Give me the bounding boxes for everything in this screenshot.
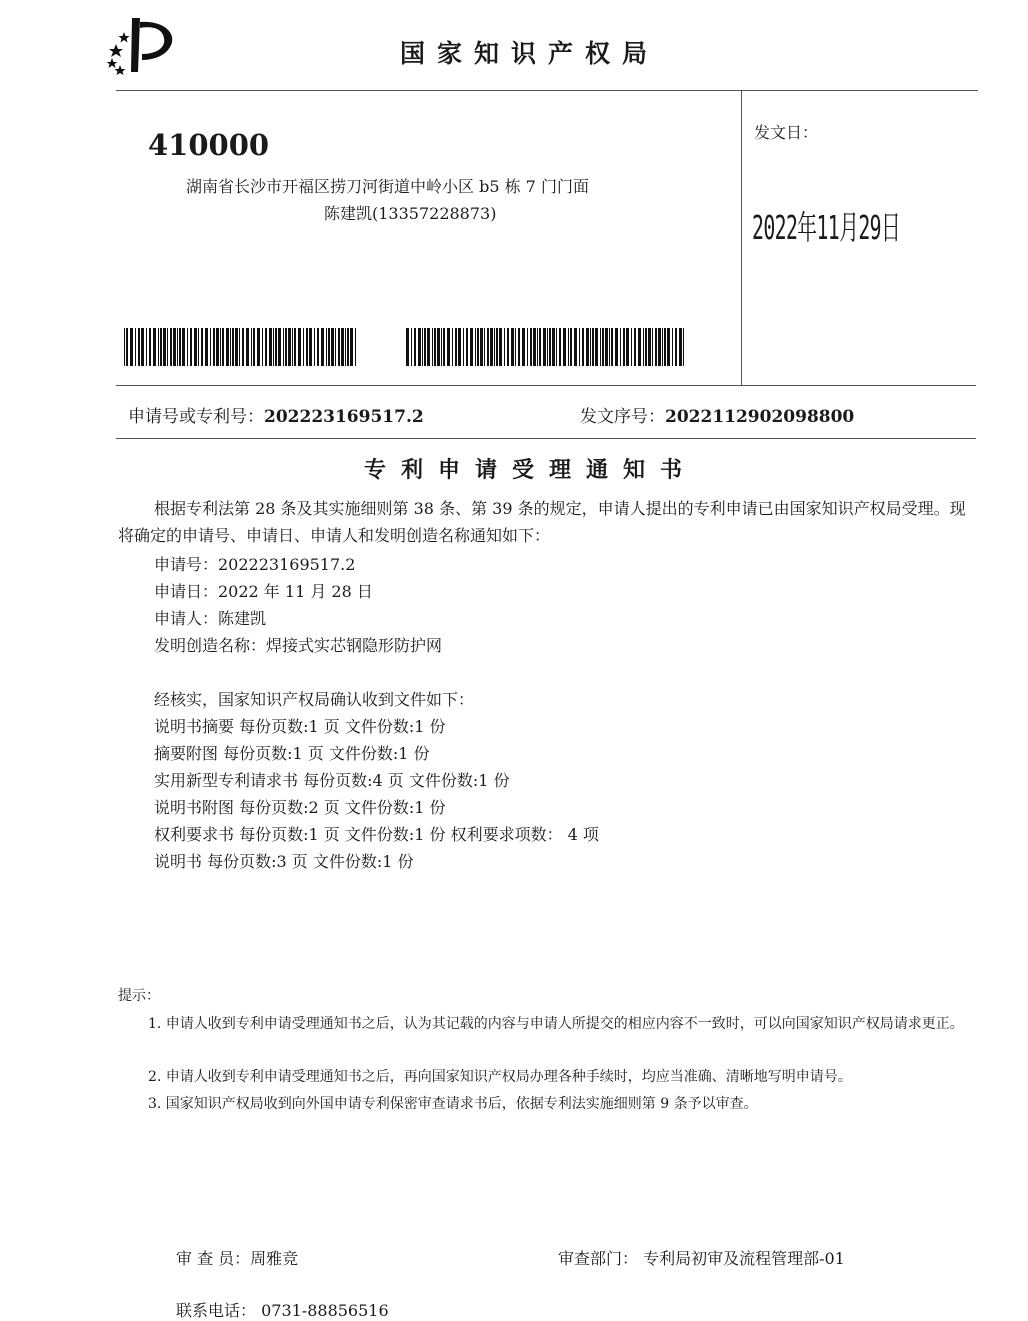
department: 审查部门： 专利局初审及流程管理部-01 xyxy=(558,1249,845,1268)
issue-date-label: 发文日： xyxy=(754,123,819,142)
numbers-divider xyxy=(116,438,976,439)
header-divider xyxy=(116,90,978,91)
application-number-value: 202223169517.2 xyxy=(264,407,424,427)
detail-filing-date: 申请日：2022 年 11 月 28 日 xyxy=(154,582,373,601)
file-item: 说明书 每份页数:3 页 文件份数:1 份 xyxy=(154,852,414,871)
postcode: 410000 xyxy=(148,128,270,162)
confirm-statement: 经核实，国家知识产权局确认收到文件如下： xyxy=(154,690,475,709)
serial-number xyxy=(580,402,854,427)
file-item: 说明书附图 每份页数:2 页 文件份数:1 份 xyxy=(154,798,446,817)
application-number xyxy=(128,402,424,427)
recipient-contact: 陈建凯(13357228873) xyxy=(324,204,497,223)
notice-intro: 根据专利法第 28 条及其实施细则第 38 条、第 39 条的规定，申请人提出的专利申请已由国家知识产权局受理。现将确定的申请号、申请日、申请人和发明创造名称通知如下： xyxy=(118,499,966,545)
detail-invention-title: 发明创造名称：焊接式实芯钢隐形防护网 xyxy=(154,636,443,655)
address-block-divider xyxy=(116,385,976,386)
detail-application-number: 申请号：202223169517.2 xyxy=(154,555,356,574)
date-column-divider xyxy=(741,90,742,386)
office-name: 国家知识产权局 xyxy=(400,39,660,68)
serial-number-label: 发文序号： xyxy=(580,407,665,427)
tip-item: 3. 国家知识产权局收到向外国申请专利保密审查请求书后，依据专利法实施细则第 9 条予以审查。 xyxy=(148,1096,758,1112)
detail-applicant: 申请人：陈建凯 xyxy=(154,609,267,628)
contact-phone: 联系电话： 0731-88856516 xyxy=(176,1301,389,1320)
serial-number-value: 2022112902098800 xyxy=(665,407,855,427)
issue-date-stamp: 2022年11月29日 xyxy=(752,208,901,247)
recipient-address: 湖南省长沙市开福区捞刀河街道中岭小区 b5 栋 7 门门面 xyxy=(186,177,589,196)
barcode-right xyxy=(406,328,688,366)
file-item: 摘要附图 每份页数:1 页 文件份数:1 份 xyxy=(154,744,430,763)
tip-item: 1. 申请人收到专利申请受理通知书之后，认为其记载的内容与申请人所提交的相应内容不一致时，可以向国家知识产权局请求更正。 xyxy=(148,1016,964,1032)
file-item: 说明书摘要 每份页数:1 页 文件份数:1 份 xyxy=(154,717,446,736)
file-item: 权利要求书 每份页数:1 页 文件份数:1 份 权利要求项数： 4 项 xyxy=(154,825,599,844)
tip-item: 2. 申请人收到专利申请受理通知书之后，再向国家知识产权局办理各种手续时，均应当准确、清晰地写明申请号。 xyxy=(148,1069,852,1085)
tips-label: 提示： xyxy=(118,988,160,1004)
application-number-label: 申请号或专利号： xyxy=(128,407,264,427)
file-item: 实用新型专利请求书 每份页数:4 页 文件份数:1 份 xyxy=(154,771,510,790)
barcode-left xyxy=(124,328,360,366)
examiner: 审 查 员：周雅竞 xyxy=(176,1249,299,1268)
notice-title: 专利申请受理通知书 xyxy=(364,458,698,483)
cnipa-logo-icon xyxy=(98,14,180,76)
